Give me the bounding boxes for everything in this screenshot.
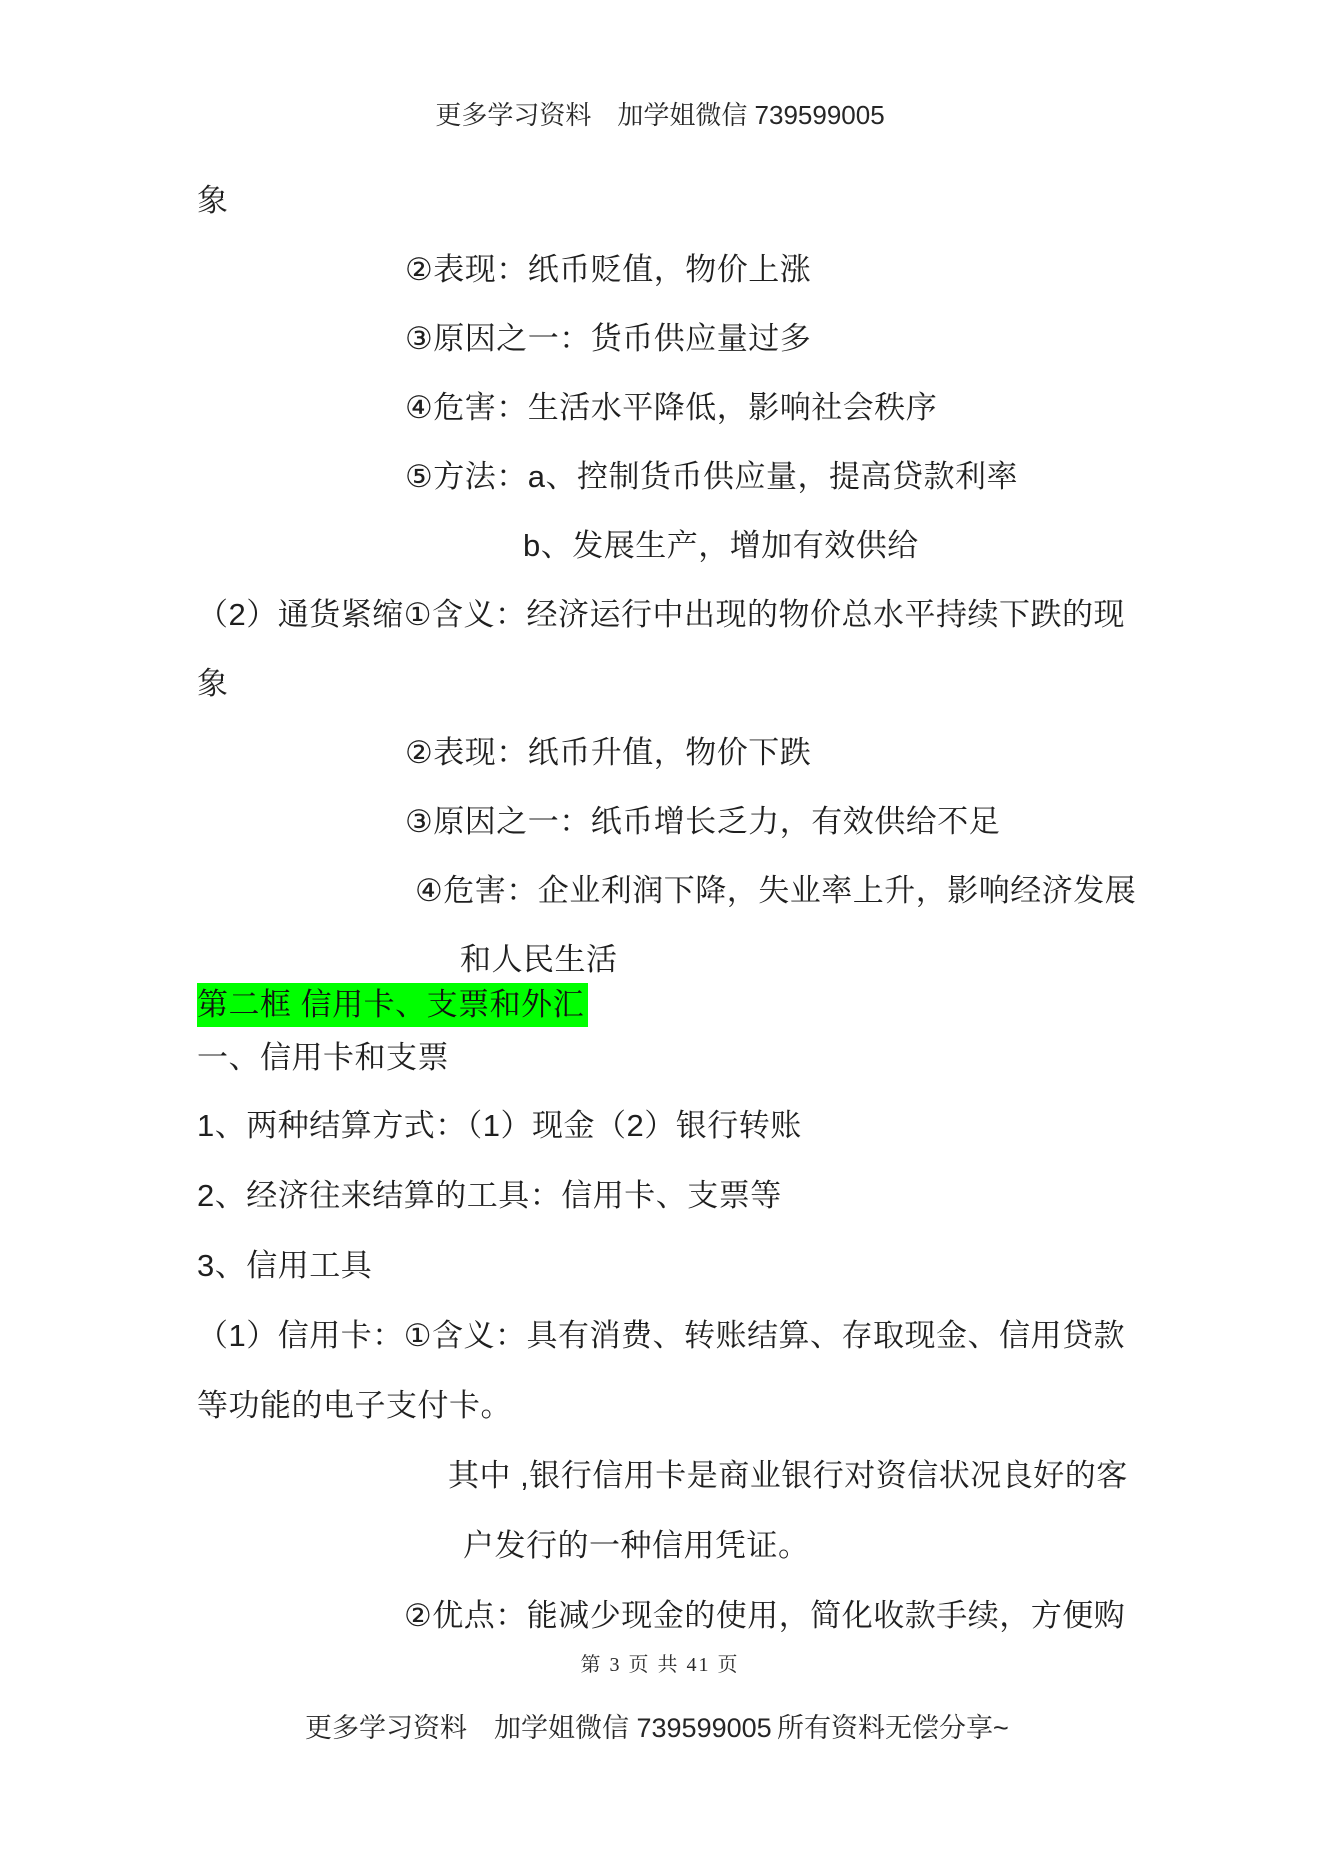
page-number: 第 3 页 共 41 页 [580,1654,740,1676]
doc-line: 和人民生活 [460,942,618,977]
section-heading-highlight: 第二框 信用卡、支票和外汇 [197,983,588,1027]
doc-line: ⑤方法：a、控制货币供应量，提高贷款利率 [405,459,1019,494]
doc-line: 1、两种结算方式：（1）现金（2）银行转账 [197,1108,802,1143]
header-promo-text: 更多学习资料 加学姐微信 739599005 [435,100,885,130]
doc-line: ②表现：纸币升值，物价下跌 [405,735,812,770]
doc-line: ②表现：纸币贬值，物价上涨 [405,252,812,287]
footer-promo-text: 更多学习资料 加学姐微信 739599005 [305,1713,772,1743]
doc-line: （1）信用卡：①含义：具有消费、转账结算、存取现金、信用贷款 [197,1318,1126,1353]
doc-line: 象 [197,183,229,218]
doc-line: ④危害：企业利润下降，失业率上升，影响经济发展 [415,873,1137,908]
doc-line: 等功能的电子支付卡。 [197,1388,512,1423]
doc-line: ③原因之一：货币供应量过多 [405,321,812,356]
doc-line: 3、信用工具 [197,1248,373,1283]
doc-line: 户发行的一种信用凭证。 [463,1528,810,1563]
doc-line: 其中 ,银行信用卡是商业银行对资信状况良好的客 [448,1458,1128,1493]
doc-line: 一、信用卡和支票 [197,1040,449,1075]
doc-line: 2、经济往来结算的工具：信用卡、支票等 [197,1178,782,1213]
doc-line: 象 [197,666,229,701]
doc-line: ④危害：生活水平降低，影响社会秩序 [405,390,938,425]
footer-share-note: 所有资料无偿分享~ [777,1713,1009,1743]
section-heading-line [197,983,588,1027]
doc-line: ②优点：能减少现金的使用，简化收款手续，方便购 [404,1598,1126,1633]
doc-line: b、发展生产，增加有效供给 [523,528,919,563]
doc-line: （2）通货紧缩①含义：经济运行中出现的物价总水平持续下跌的现 [197,597,1126,632]
doc-line: ③原因之一：纸币增长乏力，有效供给不足 [405,804,1001,839]
